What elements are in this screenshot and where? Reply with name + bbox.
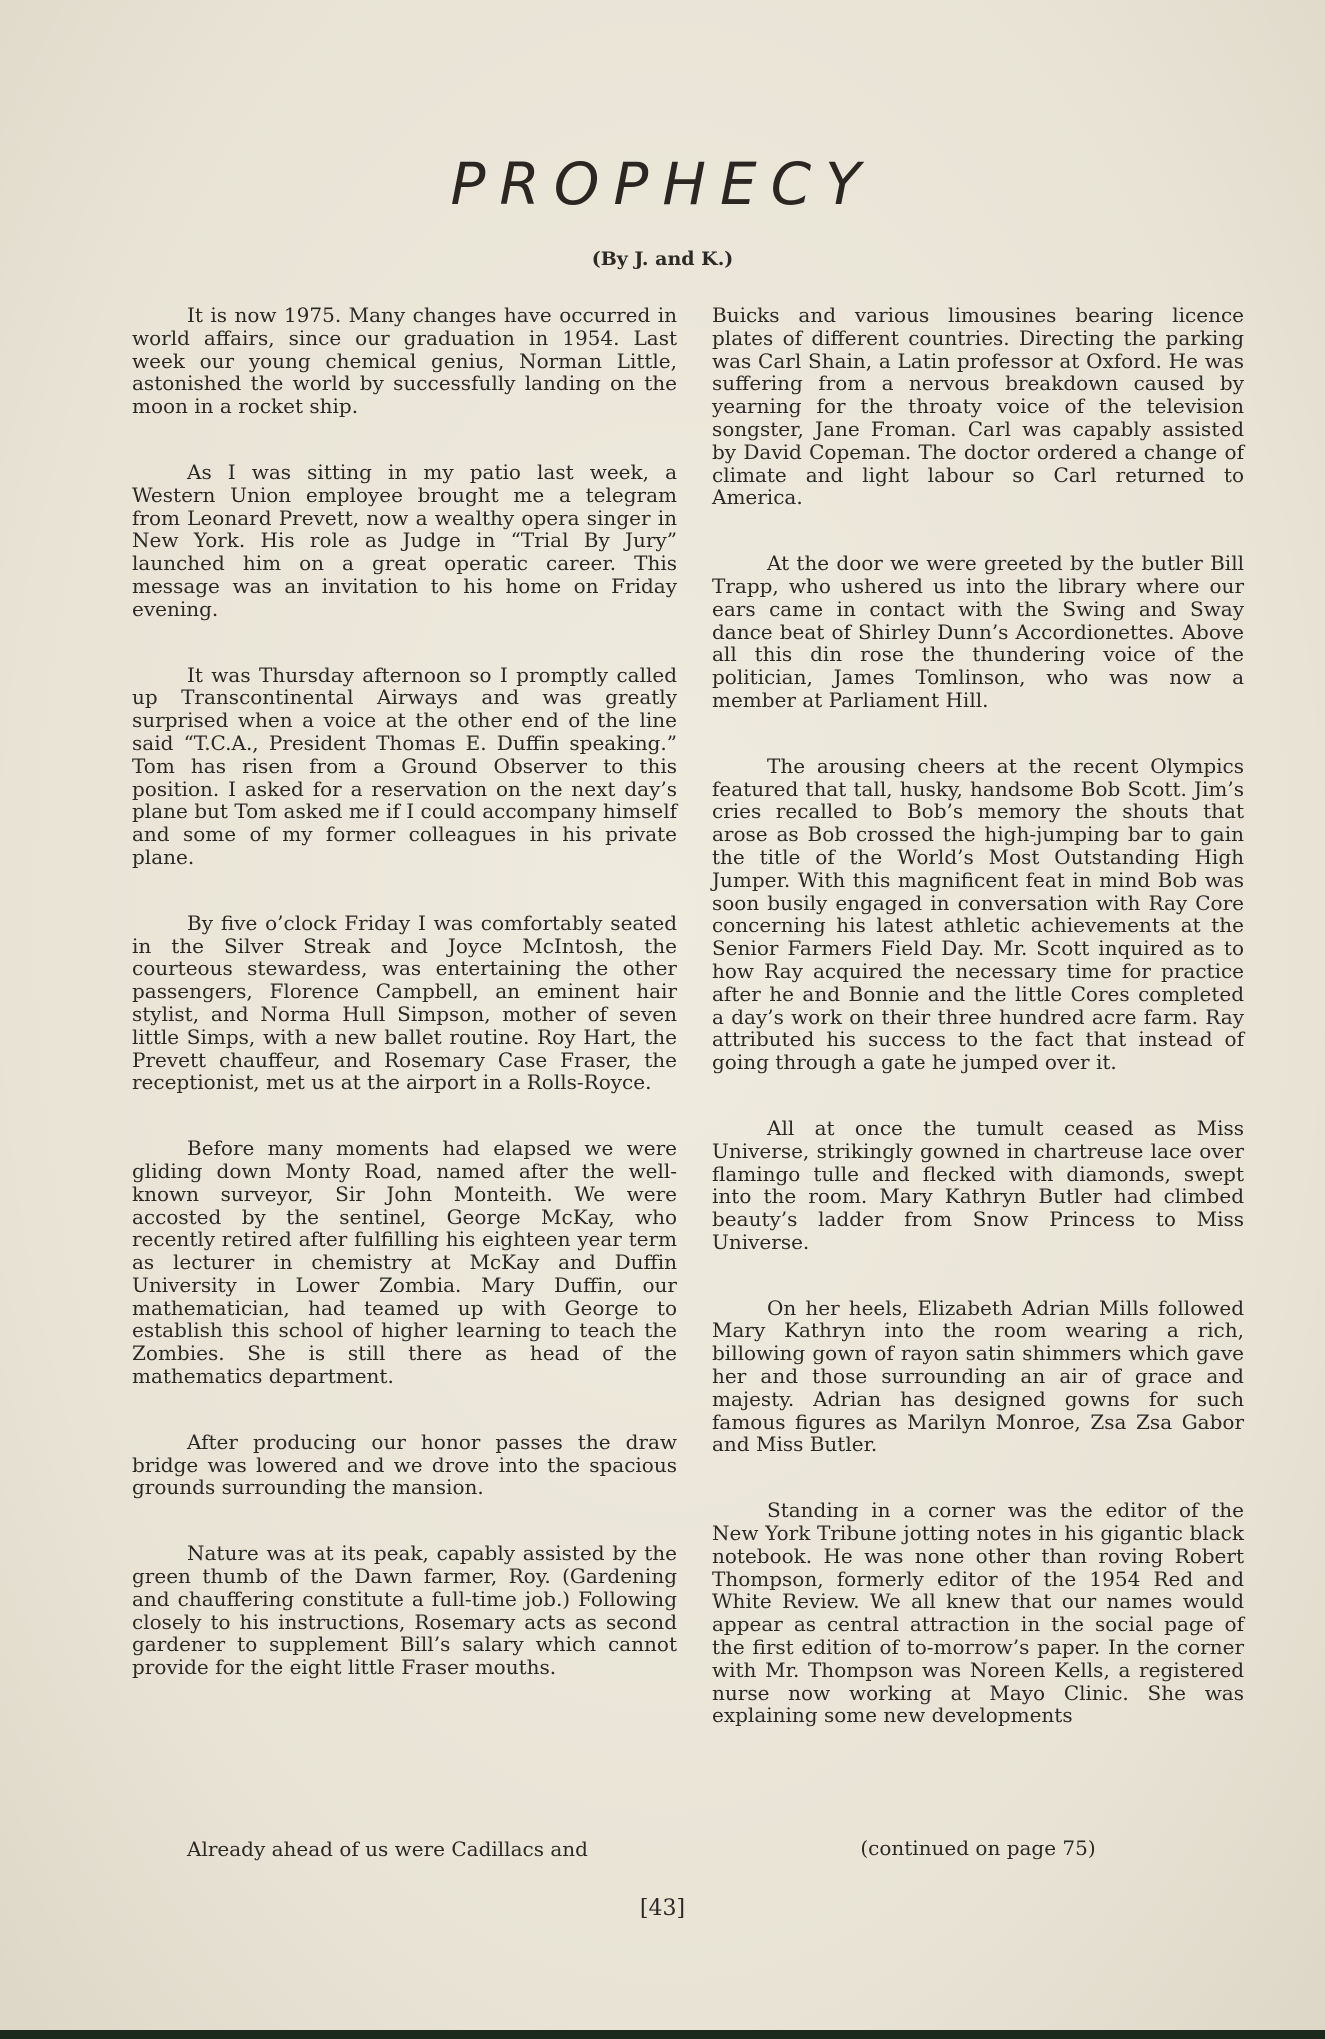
paragraph: It is now 1975. Many changes have occurred in world affairs, since our graduation in 1954. Last week our young chemical genius, Norman Little, astonished the world by successfully landing on the moon in a rocket ship.: [132, 303, 677, 419]
continued-note: (continued on page 75): [860, 1836, 1096, 1860]
page-bottom-edge: [0, 2030, 1325, 2039]
paragraph: By five o’clock Friday I was comfortably seated in the Silver Streak and Joyce McIntosh, the courteous stewardess, was entertaining the other passengers, Florence Campbell, an eminent hair stylist, and Norma Hull Simpson, mother of seven little Simps, with a new ballet routine. Roy Hart, the Prevett chauffeur, and Rosemary Case Fraser, the receptionist, met us at the airport in a Rolls-Royce.: [132, 910, 677, 1095]
paragraph: As I was sitting in my patio last week, a Western Union employee brought me a telegram from Leonard Prevett, now a wealthy opera singer in New York. His role as Judge in “Trial By Jury” launched him on a great operatic career. This message was an invitation to his home on Friday evening.: [132, 459, 677, 621]
paragraph: After producing our honor passes the draw bridge was lowered and we drove into the spacious grounds surrounding the mansion.: [132, 1429, 677, 1500]
page-number: [43]: [639, 1896, 686, 1921]
paragraph: On her heels, Elizabeth Adrian Mills followed Mary Kathryn into the room wearing a rich, billowing gown of rayon satin shimmers which gave her and those surrounding an air of grace and majesty. Adrian has designed gowns for such famous figures as Marilyn Monroe, Zsa Zsa Gabor and Miss Butler.: [712, 1295, 1244, 1457]
paragraph: Already ahead of us were Cadillacs and: [187, 1837, 588, 1861]
left-column: [132, 303, 677, 1861]
paragraph: It was Thursday afternoon so I promptly called up Transcontinental Airways and was greatly surprised when a voice at the other end of the line said “T.C.A., President Thomas E. Duffin speaking.” Tom has risen from a Ground Observer to this position. I asked for a reservation on the next day’s plane but Tom asked me if I could accompany himself and some of my former colleagues in his private plane.: [132, 662, 677, 869]
paragraph: Standing in a corner was the editor of the New York Tribune jotting notes in his gigantic black notebook. He was none other than roving Robert Thompson, formerly editor of the 1954 Red and White Review. We all knew that our names would appear as central attraction in the social page of the first edition of to-morrow’s paper. In the corner with Mr. Thompson was Noreen Kells, a registered nurse now working at Mayo Clinic. She was explaining some new developments: [712, 1498, 1244, 1728]
paragraph: The arousing cheers at the recent Olympics featured that tall, husky, handsome Bob Scott. Jim’s cries recalled to Bob’s memory the shouts that arose as Bob crossed the high-jumping bar to gain the title of the World’s Most Outstanding High Jumper. With this magnificent feat in mind Bob was soon busily engaged in conversation with Ray Core concerning his latest athletic achievements at the Senior Farmers Field Day. Mr. Scott inquired as to how Ray acquired the necessary time for practice after he and Bonnie and the little Cores completed a day’s work on their three hundred acre farm. Ray attributed his success to the fact that instead of going through a gate he jumped over it.: [712, 753, 1244, 1075]
paragraph: All at once the tumult ceased as Miss Universe, strikingly gowned in chartreuse lace over flamingo tulle and flecked with diamonds, swept into the room. Mary Kathryn Butler had climbed beauty’s ladder from Snow Princess to Miss Universe.: [712, 1115, 1244, 1254]
byline: (By J. and K.): [591, 248, 734, 270]
page-title: PROPHECY: [450, 150, 875, 218]
paragraph: Buicks and various limousines bearing licence plates of different countries. Directing the parking was Carl Shain, a Latin professor at Oxford. He was suffering from a nervous breakdown caused by yearning for the throaty voice of the television songster, Jane Froman. Carl was capably assisted by David Copeman. The doctor ordered a change of climate and light labour so Carl returned to America.: [712, 303, 1244, 510]
paragraph: At the door we were greeted by the butler Bill Trapp, who ushered us into the library where our ears came in contact with the Swing and Sway dance beat of Shirley Dunn’s Accordionettes. Above all this din rose the thundering voice of the politician, James Tomlinson, who was now a member at Parliament Hill.: [712, 551, 1244, 712]
paragraph: Before many moments had elapsed we were gliding down Monty Road, named after the well-known surveyor, Sir John Monteith. We were accosted by the sentinel, George McKay, who recently retired after fulfilling his eighteen year term as lecturer in chemistry at McKay and Duffin University in Lower Zombia. Mary Duffin, our mathematician, had teamed up with George to establish this school of higher learning to teach the Zombies. She is still there as head of the mathematics department.: [132, 1136, 677, 1389]
paragraph: Nature was at its peak, capably assisted by the green thumb of the Dawn farmer, Roy. (Gardening and chauffering constitute a full-time job.) Following closely to his instructions, Rosemary acts as second gardener to supplement Bill’s salary which cannot provide for the eight little Fraser mouths.: [132, 1541, 677, 1680]
right-column: [712, 304, 1244, 1770]
